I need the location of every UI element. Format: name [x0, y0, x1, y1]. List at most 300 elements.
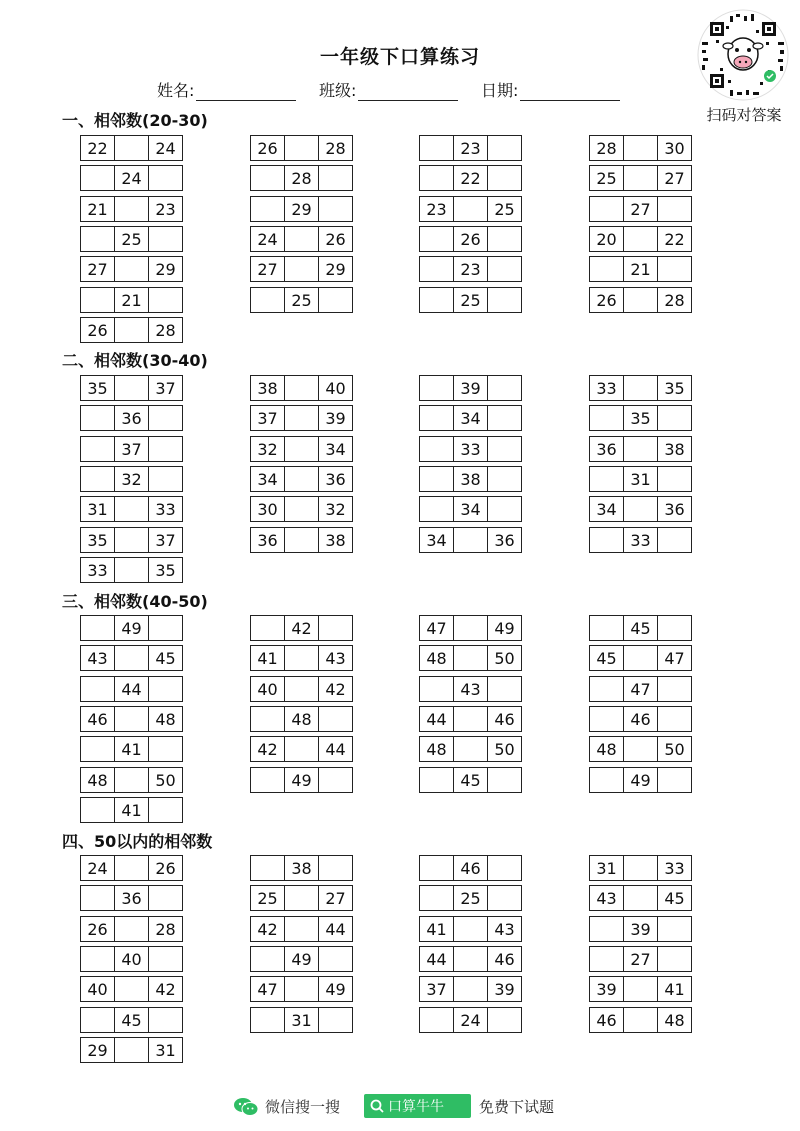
- answer-box[interactable]: [419, 256, 454, 282]
- answer-box[interactable]: [80, 676, 115, 702]
- answer-box[interactable]: [284, 496, 319, 522]
- answer-box[interactable]: [284, 135, 319, 161]
- answer-box[interactable]: [114, 557, 149, 583]
- answer-box[interactable]: [487, 436, 522, 462]
- name-blank-line[interactable]: [196, 82, 296, 101]
- date-field[interactable]: [481, 78, 620, 101]
- number-cell: 43: [80, 645, 115, 671]
- answer-box[interactable]: [284, 256, 319, 282]
- answer-box[interactable]: [250, 165, 285, 191]
- answer-box[interactable]: [114, 375, 149, 401]
- answer-box[interactable]: [657, 405, 692, 431]
- answer-box[interactable]: [80, 165, 115, 191]
- number-cell: 26: [250, 135, 285, 161]
- number-cell: 48: [284, 706, 319, 732]
- answer-box[interactable]: [80, 1007, 115, 1033]
- number-row: [80, 226, 183, 252]
- answer-box[interactable]: [623, 135, 658, 161]
- answer-box[interactable]: [589, 466, 624, 492]
- answer-box[interactable]: [148, 287, 183, 313]
- number-row: [419, 375, 522, 401]
- number-cell: 35: [148, 557, 183, 583]
- number-row: [419, 676, 522, 702]
- answer-box[interactable]: [623, 436, 658, 462]
- answer-box[interactable]: [453, 615, 488, 641]
- number-cell: 46: [453, 855, 488, 881]
- number-cell: 42: [318, 676, 353, 702]
- number-row: [80, 436, 183, 462]
- number-row: [589, 165, 692, 191]
- number-row: [589, 976, 692, 1002]
- number-cell: 39: [318, 405, 353, 431]
- answer-box[interactable]: [80, 466, 115, 492]
- number-row: [589, 466, 692, 492]
- number-cell: 46: [80, 706, 115, 732]
- number-cell: 43: [318, 645, 353, 671]
- answer-box[interactable]: [487, 767, 522, 793]
- answer-box[interactable]: [80, 287, 115, 313]
- number-cell: 28: [148, 916, 183, 942]
- number-cell: 48: [80, 767, 115, 793]
- number-cell: 26: [80, 317, 115, 343]
- number-cell: 33: [80, 557, 115, 583]
- number-row: [589, 615, 692, 641]
- answer-box[interactable]: [487, 135, 522, 161]
- number-row: [589, 676, 692, 702]
- answer-box[interactable]: [148, 436, 183, 462]
- number-cell: 27: [623, 196, 658, 222]
- number-cell: 21: [114, 287, 149, 313]
- answer-box[interactable]: [487, 676, 522, 702]
- number-row: [419, 615, 522, 641]
- number-row: [250, 135, 353, 161]
- answer-box[interactable]: [250, 855, 285, 881]
- number-cell: 25: [487, 196, 522, 222]
- search-keyword: 口算牛牛: [388, 1099, 444, 1115]
- number-row: [250, 405, 353, 431]
- answer-box[interactable]: [419, 496, 454, 522]
- number-cell: 48: [148, 706, 183, 732]
- answer-box[interactable]: [250, 706, 285, 732]
- answer-box[interactable]: [453, 736, 488, 762]
- number-row: [419, 645, 522, 671]
- number-cell: 44: [419, 946, 454, 972]
- answer-box[interactable]: [114, 916, 149, 942]
- number-row: [419, 706, 522, 732]
- answer-box[interactable]: [419, 885, 454, 911]
- number-cell: 27: [318, 885, 353, 911]
- section-title: 三、相邻数(40-50): [62, 592, 208, 611]
- number-cell: 40: [318, 375, 353, 401]
- number-cell: 44: [318, 736, 353, 762]
- number-cell: 50: [148, 767, 183, 793]
- number-cell: 48: [589, 736, 624, 762]
- number-row: [419, 1007, 522, 1033]
- answer-box[interactable]: [80, 736, 115, 762]
- answer-box[interactable]: [284, 885, 319, 911]
- answer-box[interactable]: [487, 405, 522, 431]
- answer-box[interactable]: [80, 405, 115, 431]
- number-row: [250, 1007, 353, 1033]
- answer-box[interactable]: [318, 1007, 353, 1033]
- number-cell: 24: [148, 135, 183, 161]
- answer-box[interactable]: [623, 496, 658, 522]
- number-cell: 21: [80, 196, 115, 222]
- number-cell: 40: [80, 976, 115, 1002]
- answer-box[interactable]: [589, 527, 624, 553]
- answer-box[interactable]: [250, 767, 285, 793]
- answer-box[interactable]: [589, 405, 624, 431]
- number-cell: 43: [487, 916, 522, 942]
- number-cell: 23: [453, 135, 488, 161]
- answer-box[interactable]: [657, 916, 692, 942]
- answer-box[interactable]: [148, 165, 183, 191]
- answer-box[interactable]: [623, 165, 658, 191]
- number-cell: 28: [148, 317, 183, 343]
- answer-box[interactable]: [80, 226, 115, 252]
- number-row: [80, 496, 183, 522]
- number-row: [419, 736, 522, 762]
- date-blank-line[interactable]: [520, 82, 620, 101]
- number-row: [80, 527, 183, 553]
- answer-box[interactable]: [148, 226, 183, 252]
- answer-box[interactable]: [419, 375, 454, 401]
- number-row: [250, 645, 353, 671]
- answer-box[interactable]: [623, 1007, 658, 1033]
- answer-box[interactable]: [589, 946, 624, 972]
- answer-box[interactable]: [284, 527, 319, 553]
- answer-box[interactable]: [80, 885, 115, 911]
- answer-box[interactable]: [318, 287, 353, 313]
- number-row: [589, 256, 692, 282]
- answer-box[interactable]: [250, 1007, 285, 1033]
- answer-box[interactable]: [657, 676, 692, 702]
- answer-box[interactable]: [419, 767, 454, 793]
- number-cell: 28: [284, 165, 319, 191]
- answer-box[interactable]: [148, 797, 183, 823]
- number-row: [589, 375, 692, 401]
- answer-box[interactable]: [318, 615, 353, 641]
- number-cell: 32: [114, 466, 149, 492]
- number-row: [419, 767, 522, 793]
- answer-box[interactable]: [487, 226, 522, 252]
- answer-box[interactable]: [623, 226, 658, 252]
- number-cell: 44: [419, 706, 454, 732]
- answer-box[interactable]: [250, 196, 285, 222]
- free-download-text: 免费下试题: [479, 1098, 555, 1116]
- number-row: [419, 196, 522, 222]
- answer-box[interactable]: [114, 706, 149, 732]
- number-cell: 26: [453, 226, 488, 252]
- answer-box[interactable]: [419, 466, 454, 492]
- number-row: [250, 736, 353, 762]
- answer-box[interactable]: [453, 976, 488, 1002]
- answer-box[interactable]: [419, 226, 454, 252]
- answer-box[interactable]: [284, 976, 319, 1002]
- answer-box[interactable]: [284, 736, 319, 762]
- number-row: [80, 976, 183, 1002]
- answer-box[interactable]: [487, 165, 522, 191]
- answer-box[interactable]: [80, 946, 115, 972]
- answer-box[interactable]: [589, 676, 624, 702]
- number-cell: 27: [80, 256, 115, 282]
- number-row: [419, 885, 522, 911]
- answer-box[interactable]: [657, 946, 692, 972]
- answer-box[interactable]: [318, 767, 353, 793]
- number-cell: 38: [318, 527, 353, 553]
- answer-box[interactable]: [657, 706, 692, 732]
- answer-box[interactable]: [419, 1007, 454, 1033]
- answer-box[interactable]: [623, 736, 658, 762]
- answer-box[interactable]: [453, 946, 488, 972]
- answer-box[interactable]: [623, 885, 658, 911]
- number-cell: 23: [419, 196, 454, 222]
- number-cell: 22: [453, 165, 488, 191]
- answer-box[interactable]: [487, 375, 522, 401]
- number-row: [419, 466, 522, 492]
- number-row: [589, 527, 692, 553]
- answer-box[interactable]: [487, 466, 522, 492]
- answer-box[interactable]: [318, 706, 353, 732]
- number-cell: 50: [487, 736, 522, 762]
- answer-box[interactable]: [487, 855, 522, 881]
- number-cell: 43: [453, 676, 488, 702]
- number-row: [80, 1037, 183, 1063]
- search-icon: [370, 1099, 384, 1113]
- answer-box[interactable]: [250, 946, 285, 972]
- answer-box[interactable]: [419, 405, 454, 431]
- answer-box[interactable]: [148, 676, 183, 702]
- answer-box[interactable]: [589, 767, 624, 793]
- answer-box[interactable]: [250, 287, 285, 313]
- answer-box[interactable]: [284, 375, 319, 401]
- number-cell: 36: [114, 885, 149, 911]
- search-box[interactable]: [364, 1094, 471, 1118]
- answer-box[interactable]: [318, 165, 353, 191]
- number-row: [589, 405, 692, 431]
- answer-box[interactable]: [657, 615, 692, 641]
- answer-box[interactable]: [419, 165, 454, 191]
- number-cell: 29: [148, 256, 183, 282]
- answer-box[interactable]: [657, 256, 692, 282]
- number-row: [589, 885, 692, 911]
- number-row: [80, 165, 183, 191]
- answer-box[interactable]: [453, 527, 488, 553]
- number-cell: 32: [318, 496, 353, 522]
- number-cell: 21: [623, 256, 658, 282]
- number-cell: 47: [623, 676, 658, 702]
- answer-box[interactable]: [284, 916, 319, 942]
- answer-box[interactable]: [148, 405, 183, 431]
- qr-code-icon[interactable]: [696, 8, 790, 102]
- answer-box[interactable]: [148, 1007, 183, 1033]
- answer-box[interactable]: [419, 135, 454, 161]
- answer-box[interactable]: [623, 375, 658, 401]
- answer-box[interactable]: [114, 645, 149, 671]
- answer-box[interactable]: [318, 946, 353, 972]
- answer-box[interactable]: [148, 466, 183, 492]
- answer-box[interactable]: [114, 767, 149, 793]
- number-cell: 46: [487, 706, 522, 732]
- answer-box[interactable]: [589, 196, 624, 222]
- number-row: [80, 645, 183, 671]
- answer-box[interactable]: [453, 645, 488, 671]
- wechat-search-text: 微信搜一搜: [265, 1098, 341, 1116]
- number-cell: 31: [148, 1037, 183, 1063]
- answer-box[interactable]: [318, 196, 353, 222]
- number-row: [80, 317, 183, 343]
- answer-box[interactable]: [623, 855, 658, 881]
- number-row: [80, 767, 183, 793]
- number-cell: 49: [284, 767, 319, 793]
- number-row: [250, 165, 353, 191]
- answer-box[interactable]: [589, 706, 624, 732]
- answer-box[interactable]: [250, 615, 285, 641]
- number-cell: 33: [589, 375, 624, 401]
- number-cell: 39: [487, 976, 522, 1002]
- answer-box[interactable]: [114, 496, 149, 522]
- number-cell: 34: [589, 496, 624, 522]
- number-cell: 27: [623, 946, 658, 972]
- number-cell: 35: [623, 405, 658, 431]
- answer-box[interactable]: [657, 767, 692, 793]
- answer-box[interactable]: [284, 676, 319, 702]
- answer-box[interactable]: [487, 256, 522, 282]
- answer-box[interactable]: [453, 916, 488, 942]
- number-row: [419, 256, 522, 282]
- answer-box[interactable]: [487, 496, 522, 522]
- number-cell: 34: [419, 527, 454, 553]
- answer-box[interactable]: [623, 287, 658, 313]
- number-cell: 41: [250, 645, 285, 671]
- answer-box[interactable]: [114, 196, 149, 222]
- number-cell: 48: [419, 736, 454, 762]
- number-row: [250, 976, 353, 1002]
- answer-box[interactable]: [318, 855, 353, 881]
- number-row: [250, 706, 353, 732]
- number-row: [80, 256, 183, 282]
- number-row: [589, 946, 692, 972]
- number-cell: 42: [148, 976, 183, 1002]
- number-cell: 32: [250, 436, 285, 462]
- number-row: [80, 736, 183, 762]
- number-cell: 41: [114, 797, 149, 823]
- number-cell: 35: [80, 527, 115, 553]
- number-cell: 35: [657, 375, 692, 401]
- number-cell: 24: [80, 855, 115, 881]
- number-row: [589, 706, 692, 732]
- number-cell: 39: [453, 375, 488, 401]
- answer-box[interactable]: [284, 226, 319, 252]
- number-cell: 45: [623, 615, 658, 641]
- answer-box[interactable]: [114, 1037, 149, 1063]
- number-cell: 41: [114, 736, 149, 762]
- answer-box[interactable]: [148, 736, 183, 762]
- answer-box[interactable]: [419, 436, 454, 462]
- answer-box[interactable]: [657, 466, 692, 492]
- answer-box[interactable]: [80, 797, 115, 823]
- number-cell: 38: [284, 855, 319, 881]
- number-row: [80, 885, 183, 911]
- number-cell: 42: [284, 615, 319, 641]
- number-cell: 30: [657, 135, 692, 161]
- name-field[interactable]: [157, 78, 296, 101]
- number-cell: 29: [80, 1037, 115, 1063]
- number-cell: 34: [318, 436, 353, 462]
- number-row: [250, 496, 353, 522]
- number-cell: 36: [250, 527, 285, 553]
- answer-box[interactable]: [419, 855, 454, 881]
- answer-box[interactable]: [80, 436, 115, 462]
- number-cell: 25: [453, 287, 488, 313]
- answer-box[interactable]: [453, 706, 488, 732]
- number-cell: 43: [589, 885, 624, 911]
- number-cell: 37: [148, 375, 183, 401]
- answer-box[interactable]: [657, 196, 692, 222]
- answer-box[interactable]: [114, 135, 149, 161]
- number-cell: 46: [487, 946, 522, 972]
- worksheet-title: 一年级下口算练习: [319, 46, 480, 68]
- number-cell: 38: [250, 375, 285, 401]
- answer-box[interactable]: [419, 676, 454, 702]
- answer-box[interactable]: [284, 436, 319, 462]
- number-cell: 47: [657, 645, 692, 671]
- answer-box[interactable]: [623, 976, 658, 1002]
- answer-box[interactable]: [487, 885, 522, 911]
- answer-box[interactable]: [589, 256, 624, 282]
- number-cell: 27: [657, 165, 692, 191]
- number-row: [250, 466, 353, 492]
- number-cell: 40: [250, 676, 285, 702]
- answer-box[interactable]: [487, 287, 522, 313]
- number-cell: 24: [453, 1007, 488, 1033]
- number-row: [250, 916, 353, 942]
- answer-box[interactable]: [284, 645, 319, 671]
- answer-box[interactable]: [148, 615, 183, 641]
- answer-box[interactable]: [487, 1007, 522, 1033]
- number-row: [80, 1007, 183, 1033]
- number-cell: 46: [589, 1007, 624, 1033]
- class-blank-line[interactable]: [358, 82, 458, 101]
- number-cell: 49: [114, 615, 149, 641]
- answer-box[interactable]: [623, 645, 658, 671]
- number-cell: 31: [623, 466, 658, 492]
- number-cell: 22: [657, 226, 692, 252]
- class-field[interactable]: [319, 78, 458, 101]
- answer-box[interactable]: [114, 527, 149, 553]
- number-cell: 25: [453, 885, 488, 911]
- answer-box[interactable]: [589, 615, 624, 641]
- number-cell: 36: [318, 466, 353, 492]
- section-title: 二、相邻数(30-40): [62, 351, 208, 370]
- answer-box[interactable]: [148, 946, 183, 972]
- number-row: [419, 916, 522, 942]
- answer-box[interactable]: [114, 976, 149, 1002]
- answer-box[interactable]: [284, 405, 319, 431]
- answer-box[interactable]: [148, 885, 183, 911]
- answer-box[interactable]: [80, 615, 115, 641]
- number-row: [419, 946, 522, 972]
- answer-box[interactable]: [453, 196, 488, 222]
- answer-box[interactable]: [114, 855, 149, 881]
- answer-box[interactable]: [114, 256, 149, 282]
- answer-box[interactable]: [284, 466, 319, 492]
- number-cell: 37: [148, 527, 183, 553]
- answer-box[interactable]: [589, 916, 624, 942]
- answer-box[interactable]: [657, 527, 692, 553]
- answer-box[interactable]: [419, 287, 454, 313]
- answer-box[interactable]: [114, 317, 149, 343]
